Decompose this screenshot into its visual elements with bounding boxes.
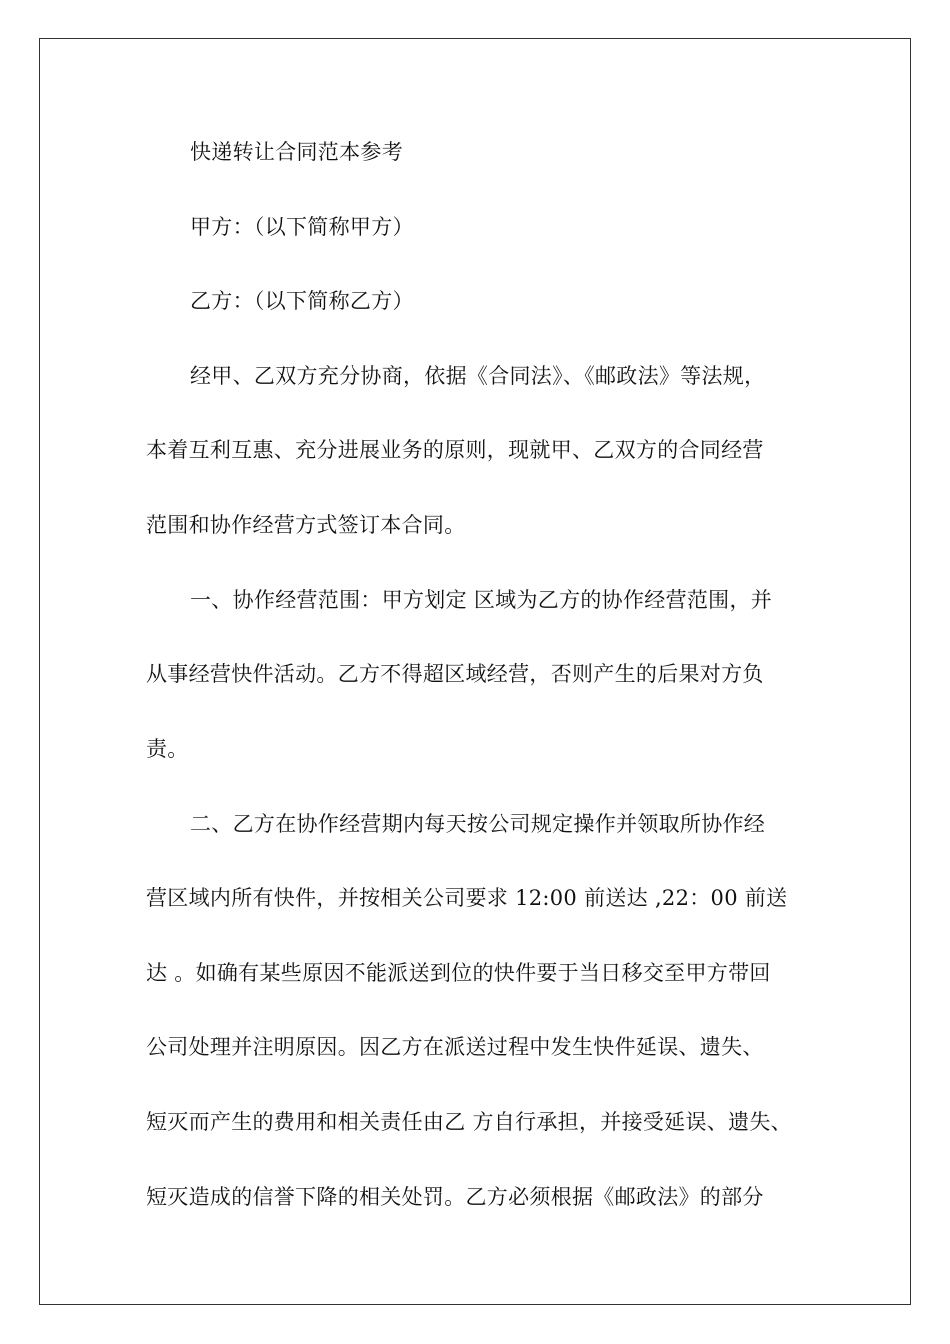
paragraph-line: 公司处理并注明原因。因乙方在派送过程中发生快件延误、遗失、 bbox=[146, 1035, 764, 1059]
paragraph-line: 达 。如确有某些原因不能派送到位的快件要于当日移交至甲方带回 bbox=[146, 961, 771, 985]
paragraph-line: 短灭造成的信誉下降的相关处罚。乙方必须根据《邮政法》的部分 bbox=[146, 1185, 764, 1209]
paragraph-line: 短灭而产生的费用和相关责任由乙 方自行承担，并接受延误、遗失、 bbox=[146, 1110, 792, 1134]
paragraph-line: 二、乙方在协作经营期内每天按公司规定操作并领取所协作经 bbox=[190, 812, 766, 836]
paragraph-line: 范围和协作经营方式签订本合同。 bbox=[146, 513, 466, 537]
paragraph-line: 一、协作经营范围：甲方划定 区域为乙方的协作经营范围，并 bbox=[190, 588, 773, 612]
party-a-line: 甲方：（以下简称甲方） bbox=[190, 215, 414, 239]
paragraph-line: 经甲、乙双方充分协商，依据《合同法》、《邮政法》等法规， bbox=[190, 364, 766, 388]
paragraph-line: 责。 bbox=[146, 737, 189, 761]
document-title: 快递转让合同范本参考 bbox=[190, 140, 403, 164]
paragraph-line: 从事经营快件活动。乙方不得超区域经营，否则产生的后果对方负 bbox=[146, 662, 764, 686]
party-b-line: 乙方：（以下简称乙方） bbox=[190, 289, 414, 313]
paragraph-line: 本着互利互惠、充分进展业务的原则，现就甲、乙双方的合同经营 bbox=[146, 438, 764, 462]
paragraph-line: 营区域内所有快件，并按相关公司要求 12:00 前送达 ,22：00 前送 bbox=[146, 886, 788, 910]
